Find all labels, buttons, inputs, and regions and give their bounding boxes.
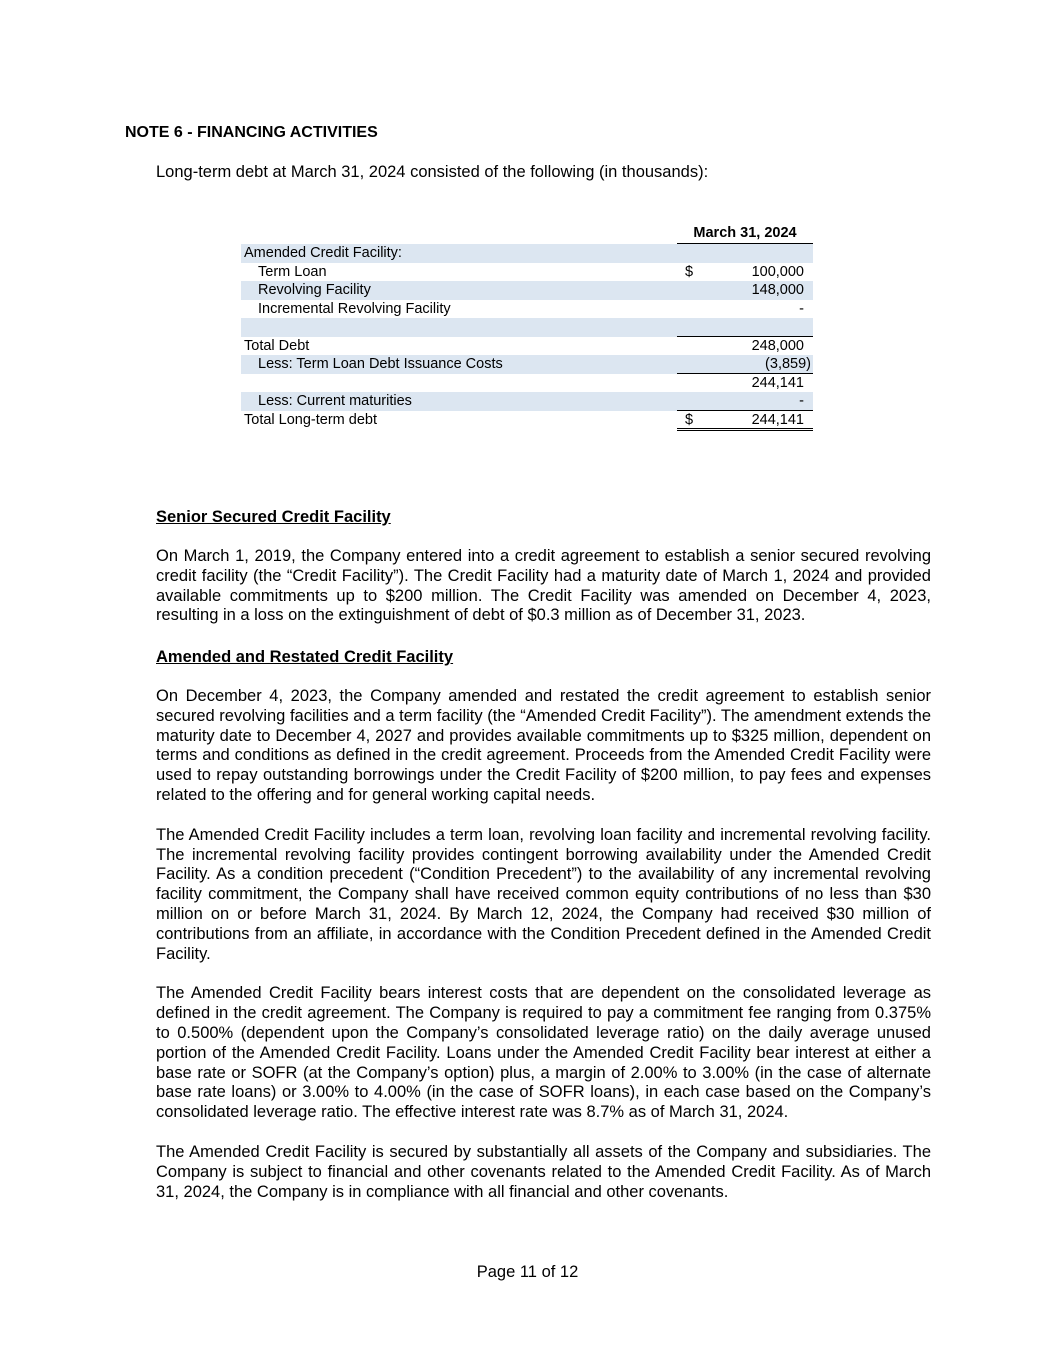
note-intro: Long-term debt at March 31, 2024 consisted of the following (in thousands): — [156, 163, 709, 181]
row-label: Total Long-term debt — [244, 411, 377, 428]
column-header-march-31-2024: March 31, 2024 — [693, 225, 797, 241]
row-label: Revolving Facility — [258, 282, 371, 298]
table-row — [241, 244, 813, 263]
row-value: 244,141 — [751, 374, 804, 391]
row-label: Less: Current maturities — [258, 393, 412, 409]
row-label: Incremental Revolving Facility — [258, 300, 451, 317]
paragraph: On December 4, 2023, the Company amended and restated the credit agreement to establish senior secured revolving facilities and a term facility (the “Amended Credit Facility”). The amendment extends the maturity date to December 4, 2027 and provides available commitments up to $325 million, dependent on terms and conditions as defined in the credit agreement. Proceeds from the Amended Credit Facility were used to repay outstanding borrowings under the Credit Facility of $200 million, to pay fees and expenses related to the offering and for general working capital needs. — [156, 687, 931, 804]
table-row — [241, 337, 813, 356]
table-header-row — [241, 224, 813, 244]
row-value: - — [799, 393, 804, 409]
section-heading: Amended and Restated Credit Facility — [156, 648, 454, 666]
paragraph: The Amended Credit Facility bears interest costs that are dependent on the consolidated leverage as defined in the credit agreement. The Company is required to pay a commitment fee ranging from 0.375% to 0.500% (dependent upon the Company’s consolidated leverage ratio) on the daily average unused portion of the Amended Credit Facility. Loans under the Amended Credit Facility bear interest at either a base rate or SOFR (at the Company’s option) plus, a margin of 2.00% to 3.00% (in the case of alternate base rate loans) or 3.00% to 4.00% (in the case of SOFR loans), in each case based on the Company’s consolidated leverage ratio. The effective interest rate was 8.7% as of March 31, 2024. — [156, 984, 931, 1122]
amended-restated-section — [156, 648, 931, 1202]
table-row-total — [241, 411, 813, 430]
table-row — [241, 374, 813, 393]
row-label: Amended Credit Facility: — [244, 245, 402, 261]
page-number: Page 11 of 12 — [476, 1263, 579, 1281]
table-row-spacer — [241, 318, 813, 337]
paragraph: On March 1, 2019, the Company entered into a credit agreement to establish a senior secured revolving credit facility (the “Credit Facility”). The Credit Facility had a maturity date of March 1, 2024 and provided available commitments up to $200 million. The Credit Facility was amended on December 4, 2023, resulting in a loss on the extinguishment of debt of $0.3 million as of December 31, 2023. — [156, 547, 931, 625]
paragraph: The Amended Credit Facility is secured by substantially all assets of the Company and subsidiaries. The Company is subject to financial and other covenants related to the Amended Credit Facility. As of March 31, 2024, the Company is in compliance with all financial and other covenants. — [156, 1142, 931, 1201]
table-row — [241, 355, 813, 374]
table-row — [241, 263, 813, 282]
row-value: 100,000 — [751, 263, 804, 280]
paragraph: The Amended Credit Facility includes a term loan, revolving loan facility and incremental revolving facility. The incremental revolving facility provides contingent borrowing availability under the Amended Credit Facility. As a condition precedent (“Condition Precedent”) to the availability of any incremental revolving facility commitment, the Company shall have received common equity contributions of no less than $30 million on or before March 31, 2024. By March 12, 2024, the Company had received $30 million of contributions from an affiliate, in accordance with the Condition Precedent defined in the Amended Credit Facility. — [156, 825, 931, 963]
row-label: Term Loan — [258, 263, 327, 280]
row-value: 248,000 — [751, 337, 804, 354]
row-label: Total Debt — [244, 337, 310, 354]
table-row — [241, 300, 813, 319]
row-label: Less: Term Loan Debt Issuance Costs — [258, 356, 503, 372]
dollar-sign: $ — [685, 263, 694, 280]
row-value: 148,000 — [751, 282, 804, 298]
note-title: NOTE 6 - FINANCING ACTIVITIES — [125, 124, 378, 141]
section-heading: Senior Secured Credit Facility — [156, 508, 391, 526]
table-row — [241, 392, 813, 411]
senior-secured-section — [156, 508, 931, 626]
table-row — [241, 281, 813, 300]
row-value: - — [799, 300, 804, 317]
row-value: 244,141 — [751, 411, 804, 428]
dollar-sign: $ — [685, 411, 694, 428]
row-value: (3,859) — [765, 356, 811, 372]
long-term-debt-table — [241, 224, 813, 429]
